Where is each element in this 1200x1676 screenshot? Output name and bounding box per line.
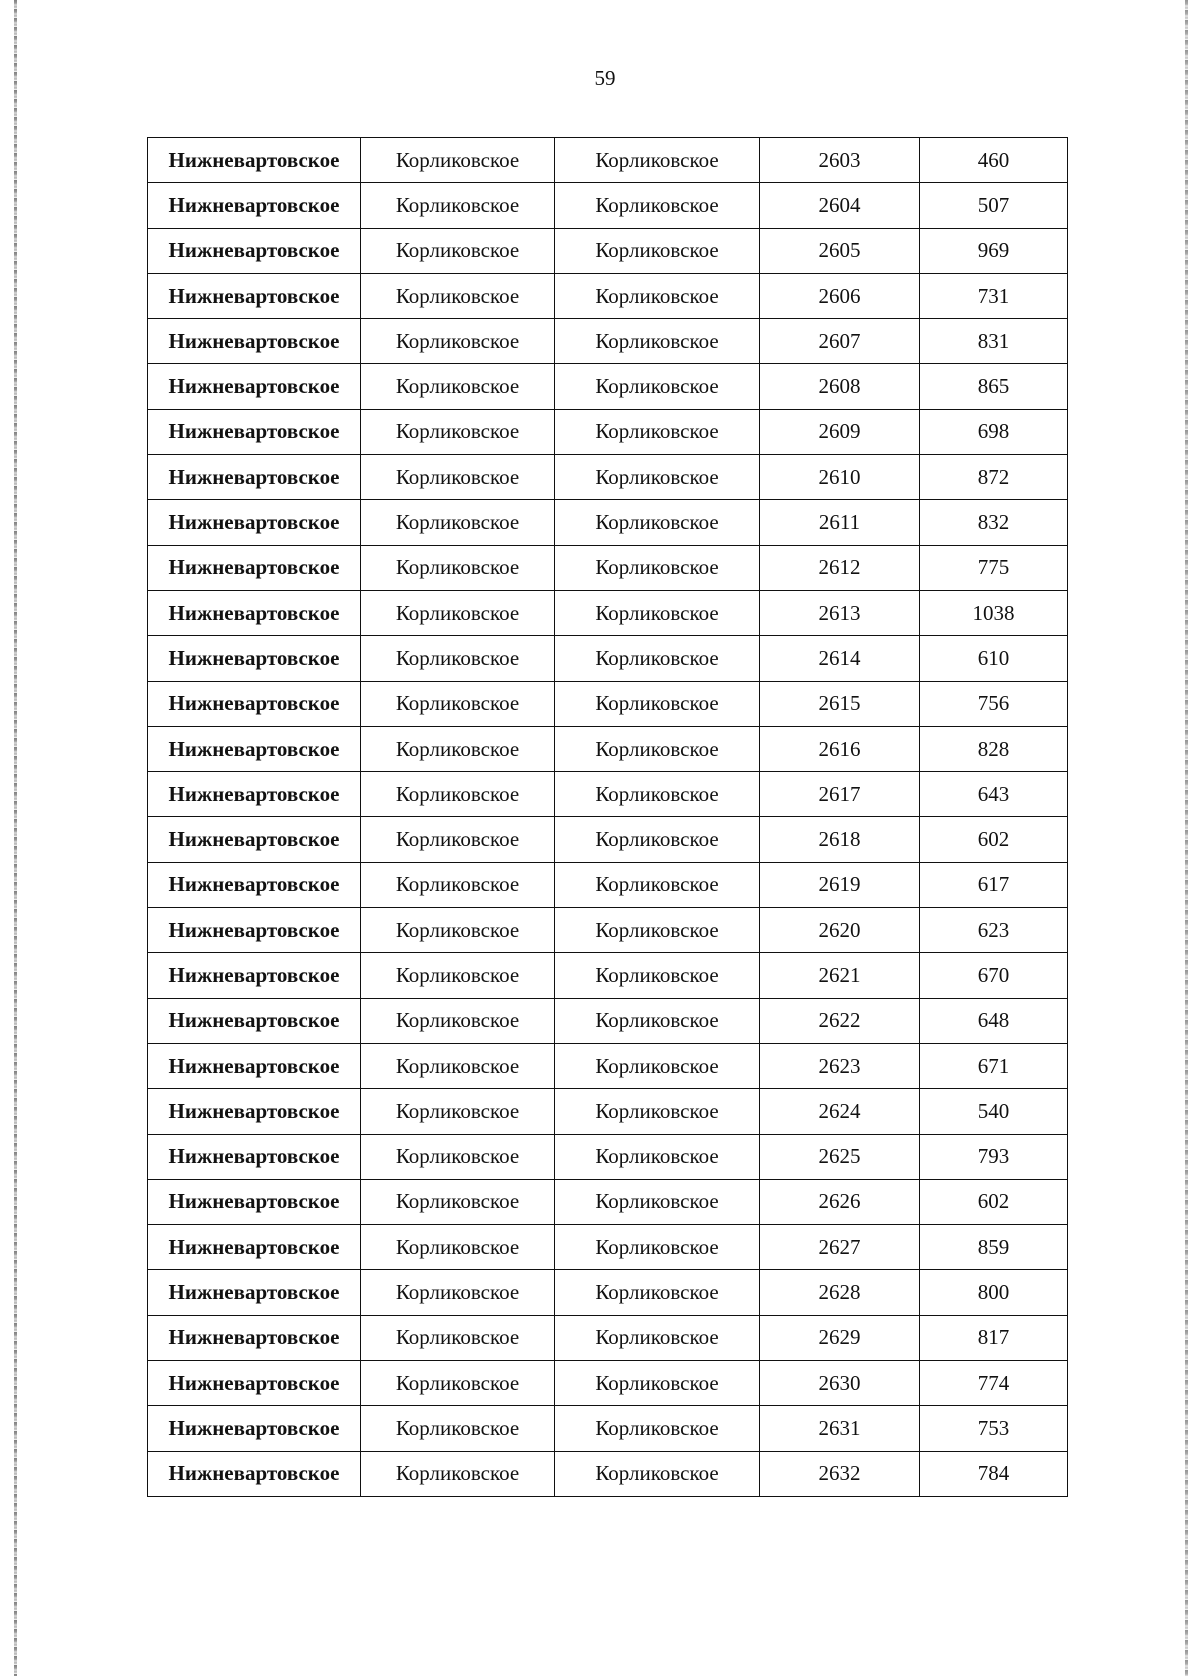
cell-settlement: Корликовское	[361, 273, 555, 318]
cell-district: Нижневартовское	[148, 772, 361, 817]
cell-number: 2629	[760, 1315, 920, 1360]
table-row	[148, 998, 1068, 1043]
cell-number: 2631	[760, 1406, 920, 1451]
cell-locality: Корликовское	[555, 545, 760, 590]
cell-settlement: Корликовское	[361, 409, 555, 454]
cell-value: 1038	[920, 590, 1068, 635]
cell-settlement: Корликовское	[361, 908, 555, 953]
cell-value: 460	[920, 138, 1068, 183]
cell-number: 2605	[760, 228, 920, 273]
cell-number: 2614	[760, 636, 920, 681]
cell-locality: Корликовское	[555, 500, 760, 545]
table-row	[148, 183, 1068, 228]
table-row	[148, 364, 1068, 409]
cell-locality: Корликовское	[555, 1315, 760, 1360]
cell-value: 872	[920, 455, 1068, 500]
cell-district: Нижневартовское	[148, 500, 361, 545]
cell-district: Нижневартовское	[148, 1451, 361, 1496]
table-row	[148, 1179, 1068, 1224]
cell-settlement: Корликовское	[361, 953, 555, 998]
table-row	[148, 590, 1068, 635]
table-row	[148, 138, 1068, 183]
cell-number: 2617	[760, 772, 920, 817]
cell-district: Нижневартовское	[148, 455, 361, 500]
cell-locality: Корликовское	[555, 1225, 760, 1270]
cell-number: 2620	[760, 908, 920, 953]
cell-district: Нижневартовское	[148, 862, 361, 907]
cell-district: Нижневартовское	[148, 228, 361, 273]
cell-district: Нижневартовское	[148, 953, 361, 998]
cell-settlement: Корликовское	[361, 817, 555, 862]
cell-settlement: Корликовское	[361, 455, 555, 500]
cell-district: Нижневартовское	[148, 998, 361, 1043]
cell-settlement: Корликовское	[361, 1315, 555, 1360]
cell-locality: Корликовское	[555, 1361, 760, 1406]
cell-district: Нижневартовское	[148, 138, 361, 183]
cell-district: Нижневартовское	[148, 1406, 361, 1451]
cell-locality: Корликовское	[555, 817, 760, 862]
cell-settlement: Корликовское	[361, 1089, 555, 1134]
cell-value: 507	[920, 183, 1068, 228]
cell-locality: Корликовское	[555, 273, 760, 318]
cell-settlement: Корликовское	[361, 319, 555, 364]
cell-locality: Корликовское	[555, 908, 760, 953]
cell-value: 756	[920, 681, 1068, 726]
cell-number: 2609	[760, 409, 920, 454]
cell-value: 784	[920, 1451, 1068, 1496]
table-row	[148, 319, 1068, 364]
cell-value: 793	[920, 1134, 1068, 1179]
cell-number: 2624	[760, 1089, 920, 1134]
cell-value: 775	[920, 545, 1068, 590]
cell-number: 2608	[760, 364, 920, 409]
table-row	[148, 772, 1068, 817]
cell-settlement: Корликовское	[361, 1134, 555, 1179]
cell-value: 670	[920, 953, 1068, 998]
table-row	[148, 681, 1068, 726]
table-row	[148, 1315, 1068, 1360]
cell-number: 2613	[760, 590, 920, 635]
cell-value: 643	[920, 772, 1068, 817]
cell-value: 610	[920, 636, 1068, 681]
cell-number: 2615	[760, 681, 920, 726]
cell-district: Нижневартовское	[148, 817, 361, 862]
cell-district: Нижневартовское	[148, 545, 361, 590]
cell-district: Нижневартовское	[148, 273, 361, 318]
cell-value: 602	[920, 1179, 1068, 1224]
cell-locality: Корликовское	[555, 1089, 760, 1134]
cell-value: 753	[920, 1406, 1068, 1451]
cell-settlement: Корликовское	[361, 636, 555, 681]
cell-number: 2630	[760, 1361, 920, 1406]
cell-locality: Корликовское	[555, 364, 760, 409]
cell-locality: Корликовское	[555, 228, 760, 273]
cell-settlement: Корликовское	[361, 862, 555, 907]
table-row	[148, 228, 1068, 273]
cell-number: 2616	[760, 726, 920, 771]
table-row	[148, 1134, 1068, 1179]
cell-locality: Корликовское	[555, 862, 760, 907]
cell-locality: Корликовское	[555, 681, 760, 726]
table-row	[148, 273, 1068, 318]
cell-value: 865	[920, 364, 1068, 409]
scan-edge-right	[1185, 0, 1188, 1676]
cell-district: Нижневартовское	[148, 409, 361, 454]
cell-district: Нижневартовское	[148, 364, 361, 409]
cell-settlement: Корликовское	[361, 228, 555, 273]
cell-value: 731	[920, 273, 1068, 318]
table-row	[148, 862, 1068, 907]
cell-settlement: Корликовское	[361, 726, 555, 771]
cell-number: 2603	[760, 138, 920, 183]
cell-settlement: Корликовское	[361, 1406, 555, 1451]
cell-district: Нижневартовское	[148, 1043, 361, 1088]
cell-value: 623	[920, 908, 1068, 953]
table-row	[148, 953, 1068, 998]
cell-locality: Корликовское	[555, 1270, 760, 1315]
cell-number: 2618	[760, 817, 920, 862]
cell-value: 698	[920, 409, 1068, 454]
cell-number: 2626	[760, 1179, 920, 1224]
table-row	[148, 545, 1068, 590]
cell-number: 2621	[760, 953, 920, 998]
table-row	[148, 455, 1068, 500]
cell-settlement: Корликовское	[361, 1361, 555, 1406]
cell-locality: Корликовское	[555, 1451, 760, 1496]
table-row	[148, 409, 1068, 454]
cell-settlement: Корликовское	[361, 545, 555, 590]
cell-value: 602	[920, 817, 1068, 862]
table-row	[148, 1406, 1068, 1451]
table-row	[148, 1451, 1068, 1496]
cell-settlement: Корликовское	[361, 1043, 555, 1088]
table-row	[148, 1089, 1068, 1134]
cell-settlement: Корликовское	[361, 1179, 555, 1224]
cell-number: 2625	[760, 1134, 920, 1179]
cell-value: 540	[920, 1089, 1068, 1134]
table-row	[148, 1225, 1068, 1270]
cell-district: Нижневартовское	[148, 681, 361, 726]
cell-locality: Корликовское	[555, 772, 760, 817]
cell-district: Нижневартовское	[148, 1361, 361, 1406]
cell-district: Нижневартовское	[148, 319, 361, 364]
cell-number: 2607	[760, 319, 920, 364]
cell-locality: Корликовское	[555, 409, 760, 454]
cell-district: Нижневартовское	[148, 1134, 361, 1179]
cell-value: 800	[920, 1270, 1068, 1315]
cell-locality: Корликовское	[555, 1043, 760, 1088]
cell-value: 831	[920, 319, 1068, 364]
cell-number: 2611	[760, 500, 920, 545]
cell-value: 671	[920, 1043, 1068, 1088]
cell-number: 2612	[760, 545, 920, 590]
cell-value: 859	[920, 1225, 1068, 1270]
cell-number: 2606	[760, 273, 920, 318]
cell-number: 2619	[760, 862, 920, 907]
cell-locality: Корликовское	[555, 998, 760, 1043]
cell-district: Нижневартовское	[148, 1225, 361, 1270]
cell-settlement: Корликовское	[361, 1225, 555, 1270]
cell-locality: Корликовское	[555, 953, 760, 998]
cell-locality: Корликовское	[555, 319, 760, 364]
cell-settlement: Корликовское	[361, 681, 555, 726]
table-row	[148, 636, 1068, 681]
cell-district: Нижневартовское	[148, 1089, 361, 1134]
cell-number: 2628	[760, 1270, 920, 1315]
cell-district: Нижневартовское	[148, 1315, 361, 1360]
cell-locality: Корликовское	[555, 1134, 760, 1179]
cell-settlement: Корликовское	[361, 364, 555, 409]
cell-locality: Корликовское	[555, 726, 760, 771]
cell-number: 2627	[760, 1225, 920, 1270]
cell-value: 828	[920, 726, 1068, 771]
table-row	[148, 817, 1068, 862]
cell-locality: Корликовское	[555, 138, 760, 183]
cell-value: 617	[920, 862, 1068, 907]
table-row	[148, 726, 1068, 771]
cell-settlement: Корликовское	[361, 1451, 555, 1496]
cell-settlement: Корликовское	[361, 138, 555, 183]
table-row	[148, 908, 1068, 953]
cell-value: 969	[920, 228, 1068, 273]
cell-locality: Корликовское	[555, 1406, 760, 1451]
cell-settlement: Корликовское	[361, 772, 555, 817]
cell-locality: Корликовское	[555, 183, 760, 228]
cell-value: 832	[920, 500, 1068, 545]
cell-number: 2632	[760, 1451, 920, 1496]
cell-value: 648	[920, 998, 1068, 1043]
cell-locality: Корликовское	[555, 455, 760, 500]
cell-district: Нижневартовское	[148, 1179, 361, 1224]
cell-settlement: Корликовское	[361, 998, 555, 1043]
table-body	[148, 138, 1068, 1497]
data-table	[147, 137, 1068, 1497]
cell-district: Нижневартовское	[148, 726, 361, 771]
table-row	[148, 1361, 1068, 1406]
page-number: 59	[594, 66, 616, 90]
cell-number: 2623	[760, 1043, 920, 1088]
cell-district: Нижневартовское	[148, 183, 361, 228]
cell-number: 2622	[760, 998, 920, 1043]
cell-settlement: Корликовское	[361, 1270, 555, 1315]
cell-number: 2604	[760, 183, 920, 228]
table-row	[148, 500, 1068, 545]
cell-locality: Корликовское	[555, 590, 760, 635]
cell-district: Нижневартовское	[148, 908, 361, 953]
cell-settlement: Корликовское	[361, 500, 555, 545]
cell-locality: Корликовское	[555, 636, 760, 681]
scan-edge-left	[14, 0, 17, 1676]
cell-number: 2610	[760, 455, 920, 500]
cell-locality: Корликовское	[555, 1179, 760, 1224]
cell-settlement: Корликовское	[361, 183, 555, 228]
table-row	[148, 1043, 1068, 1088]
cell-district: Нижневартовское	[148, 590, 361, 635]
cell-value: 817	[920, 1315, 1068, 1360]
cell-district: Нижневартовское	[148, 1270, 361, 1315]
cell-district: Нижневартовское	[148, 636, 361, 681]
table-row	[148, 1270, 1068, 1315]
cell-settlement: Корликовское	[361, 590, 555, 635]
cell-value: 774	[920, 1361, 1068, 1406]
